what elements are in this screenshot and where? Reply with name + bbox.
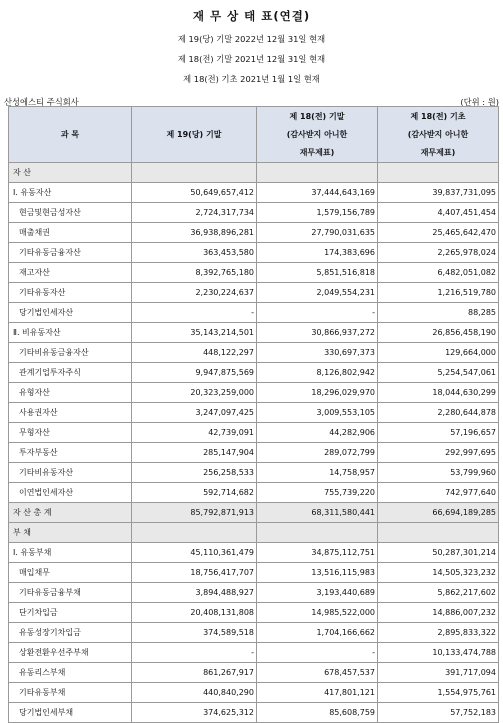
value-current-end [132, 163, 257, 183]
value-prior-end: 14,758,957 [257, 463, 378, 483]
value-prior-begin: 5,862,217,602 [378, 583, 499, 603]
value-prior-begin: 391,717,094 [378, 663, 499, 683]
value-prior-begin: 25,465,642,470 [378, 223, 499, 243]
table-row [9, 663, 499, 683]
account-label: 무형자산 [9, 423, 132, 443]
table-row [9, 523, 499, 543]
value-current-end: 861,267,917 [132, 663, 257, 683]
value-prior-begin: 14,886,007,232 [378, 603, 499, 623]
value-prior-end: 34,875,112,751 [257, 543, 378, 563]
account-label: 기타유동부채 [9, 683, 132, 703]
value-prior-end: 14,985,522,000 [257, 603, 378, 623]
account-label: 관계기업투자주식 [9, 363, 132, 383]
value-prior-begin: 6,482,051,082 [378, 263, 499, 283]
value-prior-end: 13,516,115,983 [257, 563, 378, 583]
account-label: 기타유동자산 [9, 283, 132, 303]
value-current-end: 363,453,580 [132, 243, 257, 263]
value-current-end: 35,143,214,501 [132, 323, 257, 343]
value-current-end [132, 523, 257, 543]
table-row [9, 163, 499, 183]
table-row [9, 503, 499, 523]
table-row [9, 543, 499, 563]
table-row [9, 223, 499, 243]
value-prior-end: - [257, 643, 378, 663]
table-row [9, 483, 499, 503]
value-prior-begin: 2,895,833,322 [378, 623, 499, 643]
value-prior-end: 3,009,553,105 [257, 403, 378, 423]
company-name: 산성에스티 주식회사 [4, 97, 79, 107]
value-current-end: 3,894,488,927 [132, 583, 257, 603]
table-row [9, 623, 499, 643]
value-prior-begin: 1,554,975,761 [378, 683, 499, 703]
account-label: 매출채권 [9, 223, 132, 243]
table-row [9, 603, 499, 623]
value-prior-begin: 26,856,458,190 [378, 323, 499, 343]
value-current-end: 45,110,361,479 [132, 543, 257, 563]
value-current-end: 20,408,131,808 [132, 603, 257, 623]
table-row [9, 403, 499, 423]
value-prior-end: 289,072,799 [257, 443, 378, 463]
column-header-account: 과 목 [9, 107, 132, 163]
table-row [9, 703, 499, 723]
value-current-end: 374,589,518 [132, 623, 257, 643]
value-current-end: 2,230,224,637 [132, 283, 257, 303]
value-prior-begin: 2,265,978,024 [378, 243, 499, 263]
column-header-prior-begin: 제 18(전) 기초 (감사받지 아니한 재무제표) [378, 107, 499, 163]
account-label: 투자부동산 [9, 443, 132, 463]
column-header-prior-end: 제 18(전) 기말 (감사받지 아니한 재무제표) [257, 107, 378, 163]
value-prior-end: 330,697,373 [257, 343, 378, 363]
value-current-end: - [132, 303, 257, 323]
value-prior-begin [378, 163, 499, 183]
value-current-end: 9,947,875,569 [132, 363, 257, 383]
value-prior-end: 1,704,166,662 [257, 623, 378, 643]
table-row [9, 643, 499, 663]
account-label: 사용권자산 [9, 403, 132, 423]
value-prior-end: 5,851,516,818 [257, 263, 378, 283]
value-prior-begin: 129,664,000 [378, 343, 499, 363]
value-prior-begin: 88,285 [378, 303, 499, 323]
value-current-end: - [132, 643, 257, 663]
page-title: 재 무 상 태 표(연결) [192, 9, 311, 23]
value-prior-begin: 742,977,640 [378, 483, 499, 503]
value-current-end: 448,122,297 [132, 343, 257, 363]
table-row [9, 343, 499, 363]
account-label: Ⅱ. 비유동자산 [9, 323, 132, 343]
table-row [9, 583, 499, 603]
table-header-row [9, 107, 499, 163]
value-prior-end: - [257, 303, 378, 323]
value-current-end: 36,938,896,281 [132, 223, 257, 243]
account-label: 기타비유동자산 [9, 463, 132, 483]
value-prior-end [257, 163, 378, 183]
table-row [9, 443, 499, 463]
value-prior-begin: 1,216,519,780 [378, 283, 499, 303]
account-label: 부 채 [9, 523, 132, 543]
account-label: 기타유동금융자산 [9, 243, 132, 263]
table-row [9, 303, 499, 323]
value-prior-end: 678,457,537 [257, 663, 378, 683]
account-label: 당기법인세부채 [9, 703, 132, 723]
value-prior-end: 30,866,937,272 [257, 323, 378, 343]
account-label: 유동리스부채 [9, 663, 132, 683]
table-row [9, 423, 499, 443]
value-current-end: 20,323,259,000 [132, 383, 257, 403]
value-prior-end: 417,801,121 [257, 683, 378, 703]
value-prior-end: 3,193,440,689 [257, 583, 378, 603]
value-current-end: 50,649,657,412 [132, 183, 257, 203]
value-prior-begin: 57,752,183 [378, 703, 499, 723]
value-current-end: 374,625,312 [132, 703, 257, 723]
table-row [9, 563, 499, 583]
period-line-prior-end: 제 18(전) 기말 2021년 12월 31일 현재 [177, 54, 326, 64]
value-prior-end: 2,049,554,231 [257, 283, 378, 303]
account-label: 현금및현금성자산 [9, 203, 132, 223]
account-label: 당기법인세자산 [9, 303, 132, 323]
table-row [9, 363, 499, 383]
period-line-current: 제 19(당) 기말 2022년 12월 31일 현재 [177, 34, 326, 44]
value-current-end: 18,756,417,707 [132, 563, 257, 583]
account-label: 유동성장기차입금 [9, 623, 132, 643]
account-label: 상환전환우선주부채 [9, 643, 132, 663]
value-prior-begin [378, 523, 499, 543]
account-label: 자 산 [9, 163, 132, 183]
value-current-end: 256,258,533 [132, 463, 257, 483]
value-prior-end: 44,282,906 [257, 423, 378, 443]
value-current-end: 85,792,871,913 [132, 503, 257, 523]
value-prior-begin: 14,505,323,232 [378, 563, 499, 583]
value-prior-end: 1,579,156,789 [257, 203, 378, 223]
unit-label: (단위 : 원) [460, 97, 499, 107]
account-label: 재고자산 [9, 263, 132, 283]
value-current-end: 8,392,765,180 [132, 263, 257, 283]
value-prior-begin: 292,997,695 [378, 443, 499, 463]
value-prior-end: 174,383,696 [257, 243, 378, 263]
table-row [9, 183, 499, 203]
table-row [9, 683, 499, 703]
account-label: 기타비유동금융자산 [9, 343, 132, 363]
period-line-prior-begin: 제 18(전) 기초 2021년 1월 1일 현재 [183, 74, 320, 84]
value-prior-end: 18,296,029,970 [257, 383, 378, 403]
balance-sheet-table [8, 106, 499, 723]
value-prior-end: 27,790,031,635 [257, 223, 378, 243]
value-prior-begin: 50,287,301,214 [378, 543, 499, 563]
account-label: 유형자산 [9, 383, 132, 403]
value-prior-begin: 5,254,547,061 [378, 363, 499, 383]
account-label: 매입채무 [9, 563, 132, 583]
table-row [9, 243, 499, 263]
value-prior-begin: 57,196,657 [378, 423, 499, 443]
value-current-end: 3,247,097,425 [132, 403, 257, 423]
value-prior-end [257, 523, 378, 543]
value-current-end: 2,724,317,734 [132, 203, 257, 223]
value-prior-begin: 2,280,644,878 [378, 403, 499, 423]
value-prior-begin: 10,133,474,788 [378, 643, 499, 663]
table-row [9, 283, 499, 303]
value-prior-begin: 66,694,189,285 [378, 503, 499, 523]
account-label: 자 산 총 계 [9, 503, 132, 523]
account-label: 이연법인세자산 [9, 483, 132, 503]
table-row [9, 203, 499, 223]
account-label: Ⅰ. 유동부채 [9, 543, 132, 563]
value-prior-end: 68,311,580,441 [257, 503, 378, 523]
table-row [9, 463, 499, 483]
table-row [9, 383, 499, 403]
value-prior-end: 8,126,802,942 [257, 363, 378, 383]
value-current-end: 285,147,904 [132, 443, 257, 463]
value-prior-end: 755,739,220 [257, 483, 378, 503]
value-prior-begin: 4,407,451,454 [378, 203, 499, 223]
value-prior-end: 85,608,759 [257, 703, 378, 723]
account-label: 기타유동금융부채 [9, 583, 132, 603]
account-label: Ⅰ. 유동자산 [9, 183, 132, 203]
table-row [9, 323, 499, 343]
value-prior-begin: 18,044,630,299 [378, 383, 499, 403]
table-row [9, 263, 499, 283]
value-current-end: 440,840,290 [132, 683, 257, 703]
value-current-end: 592,714,682 [132, 483, 257, 503]
value-current-end: 42,739,091 [132, 423, 257, 443]
value-prior-begin: 39,837,731,095 [378, 183, 499, 203]
value-prior-begin: 53,799,960 [378, 463, 499, 483]
account-label: 단기차입금 [9, 603, 132, 623]
column-header-current-end: 제 19(당) 기말 [132, 107, 257, 163]
value-prior-end: 37,444,643,169 [257, 183, 378, 203]
